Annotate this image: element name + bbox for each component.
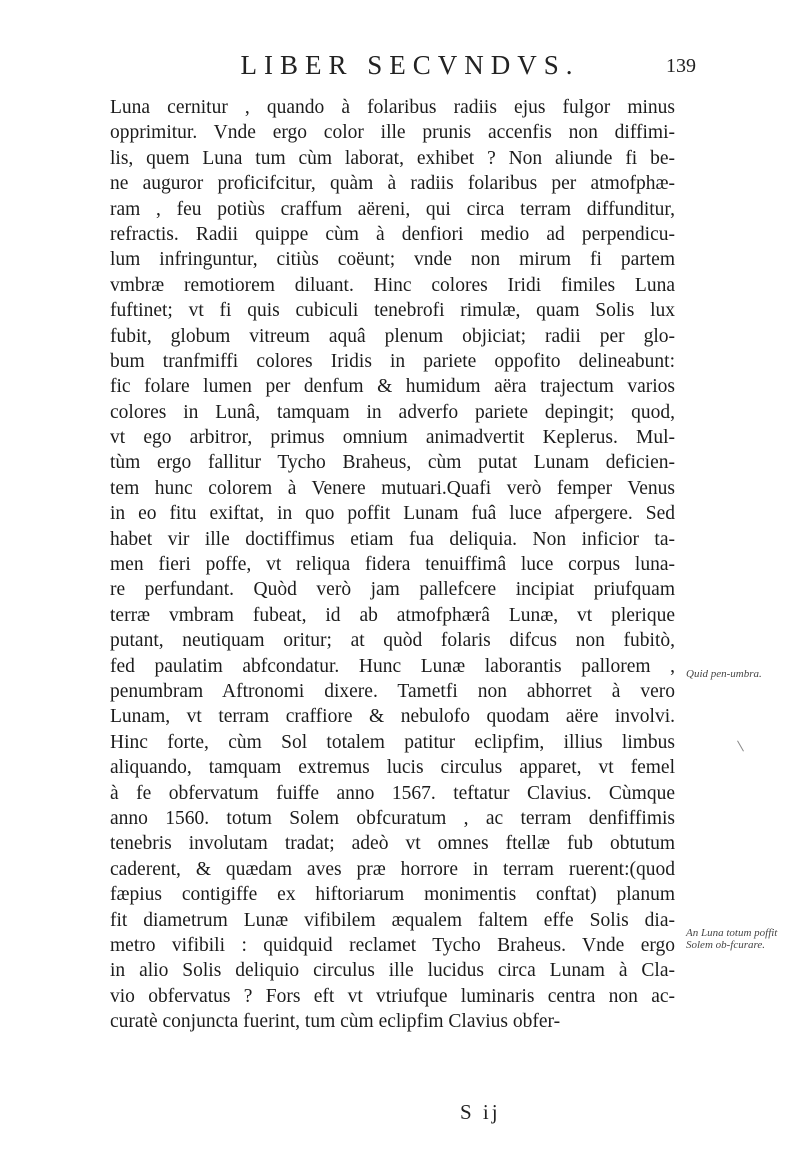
text-line: caderent, & quædam aves præ horrore in terram ruerent:(quod bbox=[110, 858, 675, 880]
text-line: metro vifibili : quidquid reclamet Tycho Braheus. Vnde ergo bbox=[110, 934, 675, 956]
text-line: opprimitur. Vnde ergo color ille prunis accenfis non diffimi- bbox=[110, 122, 675, 144]
text-line: re perfundant. Quòd verò jam pallefcere incipiat priufquam bbox=[110, 579, 675, 601]
margin-note-penumbra: Quid pen-umbra. bbox=[686, 668, 762, 680]
text-line: aliquando, tamquam extremus lucis circulus apparet, vt femel bbox=[110, 757, 675, 779]
text-line: fed paulatim abfcondatur. Hunc Lunæ laborantis pallorem , bbox=[110, 655, 675, 677]
text-line: in alio Solis deliquio circulus ille lucidus circa Lunam à Cla- bbox=[110, 960, 675, 982]
text-line: men fieri poffe, vt reliqua fidera tenuiffimâ luce corpus luna- bbox=[110, 554, 675, 576]
text-line: vmbræ remotiorem diluant. Hinc colores Iridi fimiles Luna bbox=[110, 274, 675, 296]
text-line: in eo fitu exiftat, in quo poffit Lunam fuâ luce afpergere. Sed bbox=[110, 503, 675, 525]
text-line: putant, neutiquam oritur; at quòd folaris difcus non fubitò, bbox=[110, 630, 675, 652]
signature-mark: S ij bbox=[460, 1100, 501, 1124]
running-title: LIBER SECVNDVS. bbox=[240, 50, 580, 80]
margin-note-eclipse: An Luna totum poffit Solem ob-fcurare. bbox=[686, 927, 778, 951]
text-line: bum tranfmiffi colores Iridis in pariete oppofito delineabunt: bbox=[110, 350, 675, 372]
text-line: tem hunc colorem à Venere mutuari.Quafi verò femper Venus bbox=[110, 477, 675, 499]
page-number: 139 bbox=[666, 55, 696, 77]
text-line: Hinc forte, cùm Sol totalem patitur eclipfim, illius limbus bbox=[110, 731, 675, 753]
text-line: fuftinet; vt fi quis cubiculi tenebrofi rimulæ, quam Solis lux bbox=[110, 300, 675, 322]
text-line: tenebris involutam tradat; adeò vt omnes ftellæ fub obtutum bbox=[110, 833, 675, 855]
text-line: vt ego arbitror, primus omnium animadvertit Keplerus. Mul- bbox=[110, 427, 675, 449]
text-line: vio obfervatus ? Fors eft vt vtriufque luminaris centra non ac- bbox=[110, 985, 675, 1007]
text-line: curatè conjuncta fuerint, tum cùm eclipfim Clavius obfer- bbox=[110, 1011, 561, 1033]
text-line: ne auguror proficifcitur, quàm à radiis folaribus per atmofphæ- bbox=[110, 173, 675, 195]
text-line: fit diametrum Lunæ vifibilem æqualem faltem effe Solis dia- bbox=[110, 909, 675, 931]
text-line: terræ vmbram fubeat, id ab atmofphærâ Lunæ, vt plerique bbox=[110, 604, 675, 626]
text-line: Lunam, vt terram craffiore & nebulofo quodam aëre involvi. bbox=[110, 706, 675, 728]
text-line: fæpius contigiffe ex hiftoriarum monimentis conftat) planum bbox=[110, 884, 675, 906]
margin-mark bbox=[737, 741, 744, 752]
text-line: refractis. Radii quippe cùm à denfiori medio ad perpendicu- bbox=[110, 223, 675, 245]
text-line: Luna cernitur , quando à folaribus radiis ejus fulgor minus bbox=[110, 97, 675, 118]
text-line: fic folare lumen per denfum & humidum aëra trajectum varios bbox=[110, 376, 675, 398]
text-line: colores in Lunâ, tamquam in adverfo pariete depingit; quod, bbox=[110, 401, 675, 423]
text-line: tùm ergo fallitur Tycho Braheus, cùm putat Lunam deficien- bbox=[110, 452, 675, 474]
text-line: lis, quem Luna tum cùm laborat, exhibet ? Non aliunde fi be- bbox=[110, 147, 675, 169]
text-line: ram , feu potiùs craffum aëreni, qui circa terram diffunditur, bbox=[110, 198, 675, 220]
text-line: anno 1560. totum Solem obfcuratum , ac terram denfiffimis bbox=[110, 807, 675, 829]
text-line: penumbram Aftronomi dixere. Tametfi non abhorret à vero bbox=[110, 680, 675, 702]
text-line: habet vir ille doctiffimus etiam fua deliquia. Non inficior ta- bbox=[110, 528, 675, 550]
text-line: fubit, globum vitreum aquâ plenum objiciat; radii per glo- bbox=[110, 325, 675, 347]
main-text-block bbox=[110, 95, 675, 1034]
text-line: lum infringuntur, citiùs coëunt; vnde non mirum fi partem bbox=[110, 249, 675, 271]
text-line: à fe obfervatum fuiffe anno 1567. teftatur Clavius. Cùmque bbox=[110, 782, 675, 804]
